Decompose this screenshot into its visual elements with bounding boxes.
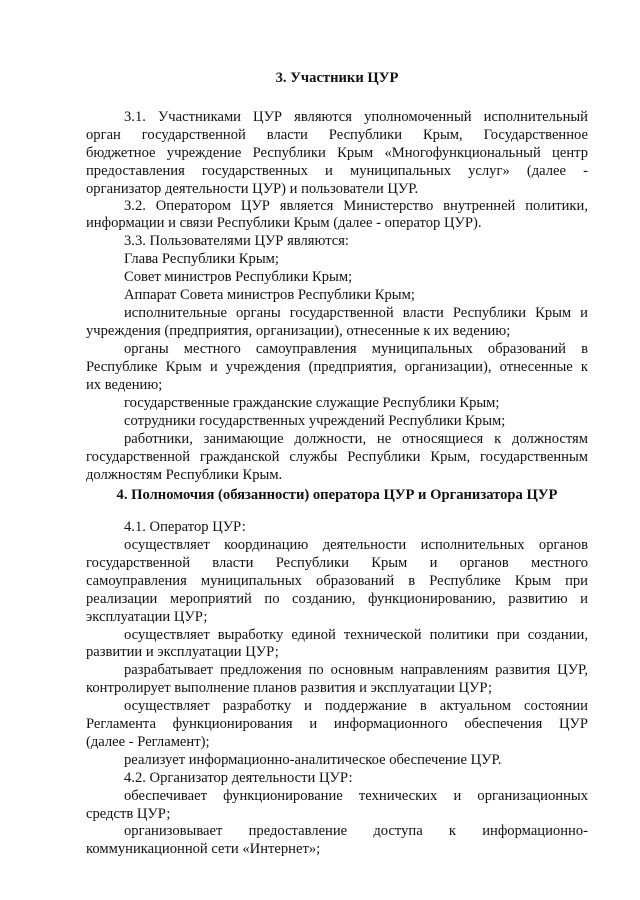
list-item: их ведению; — [86, 377, 163, 393]
list-item: контролирует выполнение планов развития и эксплуатации ЦУР; — [86, 680, 493, 696]
paragraph-line: 4.2. Организатор деятельности ЦУР: — [124, 770, 353, 786]
list-item: учреждения (предприятия, организации), отнесенные к их ведению; — [86, 323, 511, 339]
list-item: самоуправления муниципальных образований в Республике Крым при — [86, 573, 588, 589]
list-item: Глава Республики Крым; — [124, 251, 279, 267]
list-item: осуществляет разработку и поддержание в актуальном состоянии — [124, 698, 588, 714]
paragraph-line: предоставления государственных и муниципальных услуг» (далее - — [86, 163, 588, 179]
section-4-heading: 4. Полномочия (обязанности) оператора ЦУР и Организатора ЦУР — [116, 487, 558, 503]
paragraph-line: орган государственной власти Республики Крым, Государственное — [86, 127, 588, 143]
list-item: Аппарат Совета министров Республики Крым; — [124, 287, 415, 303]
list-item: организовывает предоставление доступа к информационно- — [124, 823, 588, 839]
list-item: реализует информационно-аналитическое обеспечение ЦУР. — [124, 752, 502, 768]
list-item: работники, занимающие должности, не относящиеся к должностям — [124, 431, 588, 447]
list-item: сотрудники государственных учреждений Республики Крым; — [124, 413, 506, 429]
list-item: Совет министров Республики Крым; — [124, 269, 353, 285]
paragraph-line: организатор деятельности ЦУР) и пользователи ЦУР. — [86, 181, 419, 197]
paragraph-line: 3.2. Оператором ЦУР является Министерство внутренней политики, — [124, 198, 588, 214]
list-item: государственной власти Республики Крым и органов местного — [86, 555, 588, 571]
list-item: Республике Крым и учреждения (предприятия, организации), отнесенные к — [86, 359, 588, 375]
list-item: развитии и эксплуатации ЦУР; — [86, 644, 279, 660]
list-item: органы местного самоуправления муниципальных образований в — [124, 341, 588, 357]
list-item: разрабатывает предложения по основным направлениям развития ЦУР, — [124, 662, 588, 678]
list-item: эксплуатации ЦУР; — [86, 609, 208, 625]
list-item: государственной гражданской службы Республики Крым, государственным — [86, 449, 588, 465]
paragraph-line: 4.1. Оператор ЦУР: — [124, 519, 246, 535]
list-item: исполнительные органы государственной власти Республики Крым и — [124, 305, 588, 321]
paragraph-line: 3.3. Пользователями ЦУР являются: — [124, 233, 349, 249]
list-item: осуществляет выработку единой технической политики при создании, — [124, 627, 588, 643]
paragraph-line: 3.1. Участниками ЦУР являются уполномоченный исполнительный — [124, 109, 588, 125]
list-item: государственные гражданские служащие Республики Крым; — [124, 395, 500, 411]
paragraph-line: бюджетное учреждение Республики Крым «Многофункциональный центр — [86, 145, 588, 161]
list-item: Регламента функционирования и информационного обеспечения ЦУР — [86, 716, 588, 732]
section-3-heading: 3. Участники ЦУР — [275, 70, 399, 86]
list-item: осуществляет координацию деятельности исполнительных органов — [124, 537, 588, 553]
list-item: должностям Республики Крым. — [86, 467, 283, 483]
list-item: коммуникационной сети «Интернет»; — [86, 841, 321, 857]
list-item: (далее - Регламент); — [86, 734, 210, 750]
paragraph-line: информации и связи Республики Крым (далее - оператор ЦУР). — [86, 215, 482, 231]
list-item: реализации мероприятий по созданию, функционированию, развитию и — [86, 591, 588, 607]
list-item: средств ЦУР; — [86, 806, 171, 822]
list-item: обеспечивает функционирование технических и организационных — [124, 788, 588, 804]
